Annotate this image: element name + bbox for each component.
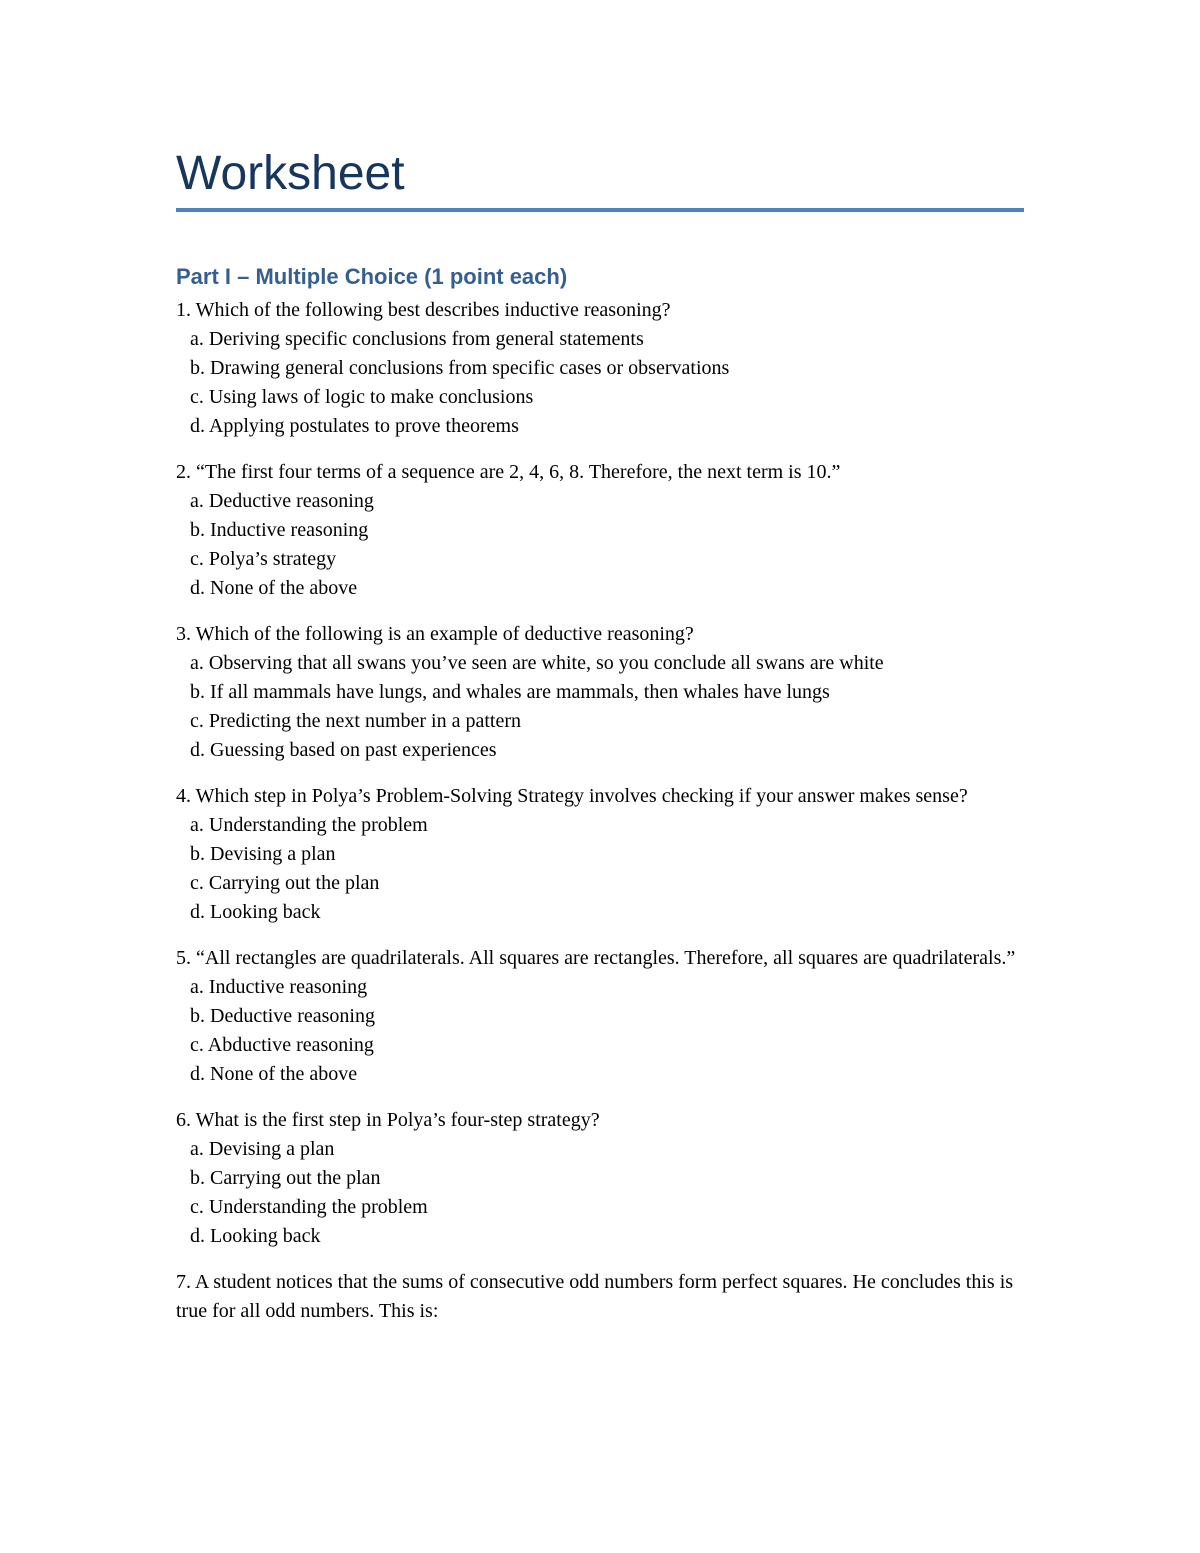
answer-option: c. Using laws of logic to make conclusions (190, 386, 534, 408)
answer-option: b. Inductive reasoning (190, 519, 369, 541)
question-6 (176, 1106, 1024, 1251)
question-3 (176, 620, 1024, 765)
answer-option: c. Polya’s strategy (190, 548, 337, 570)
question-text: 7. A student notices that the sums of consecutive odd numbers form perfect squares. He concludes this is true for all odd numbers. This is: (176, 1271, 1014, 1322)
answer-option: a. Deriving specific conclusions from general statements (190, 328, 644, 350)
answer-option: d. Applying postulates to prove theorems (190, 415, 519, 437)
answer-option: a. Devising a plan (190, 1138, 335, 1160)
question-4 (176, 782, 1024, 927)
answer-option: d. Looking back (190, 901, 321, 923)
question-text: 6. What is the first step in Polya’s four-step strategy? (176, 1109, 600, 1131)
page-title: Worksheet (176, 147, 405, 200)
answer-option: a. Inductive reasoning (190, 976, 368, 998)
question-text: 3. Which of the following is an example of deductive reasoning? (176, 623, 694, 645)
question-text: 4. Which step in Polya’s Problem-Solving Strategy involves checking if your answer makes sense? (176, 785, 968, 807)
answer-option: b. Carrying out the plan (190, 1167, 381, 1189)
question-text: 5. “All rectangles are quadrilaterals. All squares are rectangles. Therefore, all squares are quadrilaterals.” (176, 947, 1016, 969)
question-2 (176, 458, 1024, 603)
question-text: 1. Which of the following best describes inductive reasoning? (176, 299, 671, 321)
answer-option: a. Deductive reasoning (190, 490, 374, 512)
question-5 (176, 944, 1024, 1089)
answer-option: b. Devising a plan (190, 843, 336, 865)
answer-option: c. Abductive reasoning (190, 1034, 374, 1056)
answer-option: d. None of the above (190, 1063, 358, 1085)
worksheet-page (176, 138, 1024, 1343)
answer-option: d. Looking back (190, 1225, 321, 1247)
answer-option: b. If all mammals have lungs, and whales are mammals, then whales have lungs (190, 681, 830, 703)
answer-option: c. Understanding the problem (190, 1196, 428, 1218)
answer-option: c. Carrying out the plan (190, 872, 380, 894)
question-1 (176, 296, 1024, 441)
section-heading: Part I – Multiple Choice (1 point each) (176, 264, 568, 289)
answer-option: c. Predicting the next number in a pattern (190, 710, 522, 732)
answer-option: a. Observing that all swans you’ve seen are white, so you conclude all swans are white (190, 652, 884, 674)
answer-option: b. Deductive reasoning (190, 1005, 375, 1027)
question-text: 2. “The first four terms of a sequence are 2, 4, 6, 8. Therefore, the next term is 10.” (176, 461, 841, 483)
answer-option: d. None of the above (190, 577, 358, 599)
answer-option: a. Understanding the problem (190, 814, 428, 836)
question-7 (176, 1268, 1024, 1326)
answer-option: d. Guessing based on past experiences (190, 739, 497, 761)
answer-option: b. Drawing general conclusions from specific cases or observations (190, 357, 730, 379)
question-list (176, 296, 1024, 1326)
